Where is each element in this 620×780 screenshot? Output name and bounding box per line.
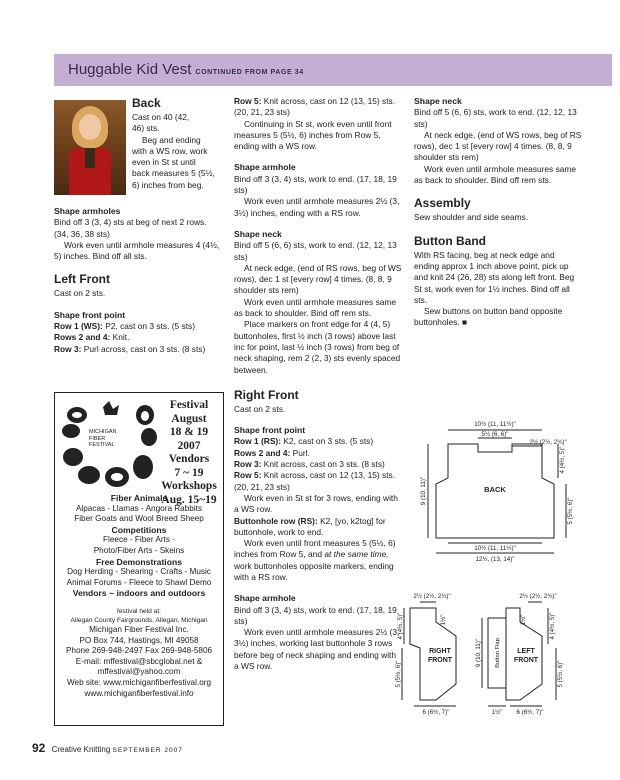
row-label: Row 1 (RS): [234,436,281,447]
subheading-shape-neck: Shape neck [414,96,462,106]
ad-line: Fleece - Fiber Arts - [103,535,175,545]
text-line: Beg and ending [142,134,201,145]
paragraph: Work even until armhole measures 4 (4½, 5) inches. Bind off all sts. [54,239,220,262]
row-label: Rows 2 and 4: [234,447,291,458]
fest-line: Aug. 15~19 [161,493,217,506]
child-photo [54,100,126,195]
ad-line: Dog Herding - Shearing - Crafts - Music [67,567,211,577]
back-intro [132,96,222,191]
label-lf-neck: 1½" [520,614,527,626]
ad-line: Alpacas - Llamas - Angora Rabbits [75,503,203,513]
label-total-length: 9 (10, 11)" [420,476,427,506]
row-text: Knit across, cast on 3 sts. (8 sts) [263,459,385,470]
paragraph: Sew buttons on button band opposite buttonholes. ■ [414,306,563,328]
subheading-shape-armhole: Shape armhole [234,593,296,604]
ad-line: Fiber Goats and Wool Breed Sheep [74,514,204,524]
paragraph: Cast on 2 sts. [54,288,106,299]
row-instruction [234,459,402,470]
subheading-shape-armholes: Shape armholes [54,206,121,216]
paragraph: Work even until armhole measures same as back to shoulder. Bind off rem sts. [414,163,577,186]
paragraph: Bind off 3 (3, 4) sts, work to end. (17, 18, 19 sts) [234,604,397,626]
column-2 [234,96,402,672]
row-instruction [54,344,222,355]
fest-line: Festival [169,399,209,411]
logo-line: FIBER [89,435,106,442]
row-label: Row 3: [234,459,262,470]
row-label: Row 3: [54,343,82,354]
text-line: 6) inches from beg. [132,179,204,190]
label-lf-length: 9 (10, 11)" [475,638,482,668]
italic-run: at the same time, [324,549,389,560]
fest-line: August [171,412,207,425]
label-right-front-1: RIGHT [429,648,451,655]
fest-line: Vendors [168,453,210,465]
schematic-diagram [392,408,620,716]
text-line: even in St st until [132,157,196,168]
ad-line: Photo/Fiber Arts - Skeins [93,545,185,555]
label-rf-side: 5 (5½, 6)" [395,660,402,688]
issue-date: SEPTEMBER 2007 [112,747,183,754]
column-3 [414,96,582,329]
fest-line: Workshops [161,480,217,492]
row-text: Purl across, cast on 3 sts. (8 sts) [83,343,206,354]
section-heading-button-band: Button Band [414,233,486,248]
ad-line: E-mail: mffestival@sbcglobal.net & [75,656,203,666]
row-label: Row 5: [234,470,262,481]
section-heading-right-front: Right Front [234,387,299,402]
paragraph: Continuing in St st, work even until front measures 5 (5½, 6) inches from Row 5, ending with a WS row. [234,118,392,152]
paragraph: Sew shoulder and side seams. [414,212,529,223]
photo-shirt [85,148,95,168]
label-rf-neck: 1½" [440,614,447,626]
row-label: Buttonhole row (RS): [234,515,318,526]
ad-line: Michigan Fiber Festival Inc. [89,624,189,634]
ad-heading: Competitions [111,524,167,535]
label-neck-width: 5½ (6, 6)" [481,431,509,438]
label-right-front-2: FRONT [427,657,453,664]
row-instruction [234,96,402,119]
row-instruction [54,321,222,332]
header-banner [54,54,612,86]
section-heading-left-front: Left Front [54,272,110,287]
festival-logo [89,429,117,449]
row-text: K2, cast on 3 sts. (5 sts) [283,436,374,447]
ad-line: Web site: www.michiganfiberfestival.org [66,677,212,687]
fest-line: 7 ~ 19 [174,466,204,479]
paragraph: Bind off 3 (3, 4) sts, work to end. (17, 18, 19 sts) [234,173,397,196]
label-lf-width: 6 (6½, 7)" [516,709,544,716]
row-instruction [54,332,222,343]
label-lf-armhole: 4 (4½, 5)" [549,612,556,640]
paragraph: Bind off 3 (3, 4) sts at beg of next 2 rows. (34, 36, 38 sts) [54,217,207,239]
ad-line: www.michiganfiberfestival.info [84,688,194,698]
row-label: Row 5: [234,96,262,106]
row-text: Purl. [292,447,310,458]
logo-line: FESTIVAL [89,442,115,448]
festival-details [55,493,223,699]
text-line: Cast on 40 (42, [132,112,190,122]
row-label: Rows 2 and 4: [54,332,111,343]
label-armhole-depth: 4 (4½, 5)" [559,446,566,474]
row-instruction [234,436,402,447]
row-text: Knit across, cast on 12 (13, 15) sts. (20, 21, 23 sts) [234,96,396,118]
subheading-shape-front-point: Shape front point [234,425,306,436]
paragraph: Bind off 5 (6, 6) sts, work to end. (12, 12, 13 sts) [234,240,397,262]
ad-line: PO Box 744, Hastings, MI 49058 [79,635,199,645]
fest-line: 18 & 19 [169,426,209,438]
ad-line: Animal Forums - Fleece to Shawl Demo [66,577,212,587]
label-left-front-1: LEFT [517,648,535,655]
section-heading-back: Back [132,96,161,110]
row-instruction [234,470,402,493]
paragraph: Work even until armhole measures 2½ (3, 3½) inches, ending with a RS row. [234,196,400,218]
paragraph: At neck edge, (end of RS rows, beg of WS rows), dec 1 st [every row] 4 times. (8, 8, 9 shoulder sts rem) [234,262,402,296]
label-lf-shoulder: 2½ (2½, 2¾)" [519,593,557,600]
label-side-depth: 5 (5½, 6)" [567,497,574,525]
title-text: Huggable Kid Vest [68,61,192,78]
paragraph: With RS facing, beg at neck edge and ending approx 1 inch above point, pick up and knit 24 (26, 28) sts along left front. Beg St st, work even for 1½ inches. Bind off all sts. [414,249,575,305]
festival-advertisement [54,392,224,726]
label-flap-width: 1½" [491,709,503,716]
paragraph: Work even in St st for 3 rows, ending with a WS row. [234,492,398,515]
paragraph: Work even until armhole measures 2½ (3, 3½) inches, working last buttonhole 3 rows before beg of neck shaping and ending with a WS row. [234,627,400,672]
text-run: work buttonholes opposite markers, ending with a RS row. [234,560,394,582]
row-text: P2, cast on 3 sts. (5 sts) [105,321,196,332]
row-label: Row 1 (WS): [54,321,103,332]
paragraph: Cast on 2 sts. [234,403,286,414]
continued-note: CONTINUED FROM PAGE 34 [195,69,304,76]
page-title [68,61,304,78]
paragraph: At neck edge, (end of WS rows, beg of RS rows), dec 1 st [every row] 4 times. (8, 8, 9 shoulder sts rem) [414,129,582,163]
text-line: back measures 5 (5½, [132,168,215,179]
label-rf-width: 6 (6½, 7)" [422,709,450,716]
fest-line: 2007 [177,439,201,452]
label-rf-shoulder: 2½ (2½, 2¾)" [413,593,451,600]
ad-heading: Free Demonstrations [96,556,182,567]
label-rf-armhole: 4 (4½, 5)" [397,612,404,640]
ad-line: Allegan County Fairgrounds, Allegan, Michigan [70,616,208,624]
paragraph: Bind off 5 (6, 6) sts, work to end. (12, 12, 13 sts) [414,107,577,129]
label-lf-side: 5 (5½, 6)" [557,660,564,688]
ad-heading: Vendors ~ indoors and outdoors [72,588,206,599]
row-instruction [234,516,402,539]
text-line: 46) sts. [132,123,160,134]
paragraph [234,538,402,583]
label-top-width: 10½ (11, 11½)" [474,421,516,428]
row-text: K2, [yo, k2tog] for buttonhole, work to end. [234,515,386,537]
festival-dates [160,399,218,507]
label-button-flap: Button Flap [495,638,501,668]
ad-heading: Fiber Animals [110,493,168,503]
row-text: Knit across, cast on 12 (13, 15) sts. (20, 21, 23 sts) [234,470,396,492]
logo-line: MICHIGAN [89,429,117,435]
paragraph: Place markers on front edge for 4 (4, 5) buttonholes, first ½ inch (3 rows) above last inc for point, last ½ inch (3 rows) from beg of neck shaping, rem 2 (2, 3) sts evenly spaced between. [234,319,401,375]
page-number: 92 [32,741,46,755]
paragraph: Work even until armhole measures same as back to shoulder. Bind off rem sts. [234,296,397,319]
label-back: BACK [484,485,506,494]
text-run: Work even until front measures 5 (5½, 6) inches from Row 5, and [234,538,396,560]
row-text: Knit. [112,332,130,343]
page-footer [32,741,183,755]
label-full-width: 12½, (13, 14)" [475,556,515,563]
column-1 [54,206,222,355]
photo-face [79,114,101,140]
ad-line: mffestival@yahoo.com [97,667,181,677]
text-line: with a WS row, work [132,145,208,156]
label-lower-width: 10½ (11, 11½)" [474,545,516,552]
magazine-name: Creative Knitting [51,745,111,754]
subheading-shape-front-point: Shape front point [54,309,126,320]
row-instruction [234,448,402,459]
label-left-front-2: FRONT [513,657,539,664]
subheading-shape-neck: Shape neck [234,228,282,239]
ad-line: Phone 269-948-2497 Fax 269-948-5806 [65,646,213,656]
subheading-shape-armhole: Shape armhole [234,162,296,173]
label-shoulder-width: 2½ (2½, 2¾)" [529,439,567,446]
section-heading-assembly: Assembly [414,196,471,211]
ad-line: festival held at: [117,607,161,615]
